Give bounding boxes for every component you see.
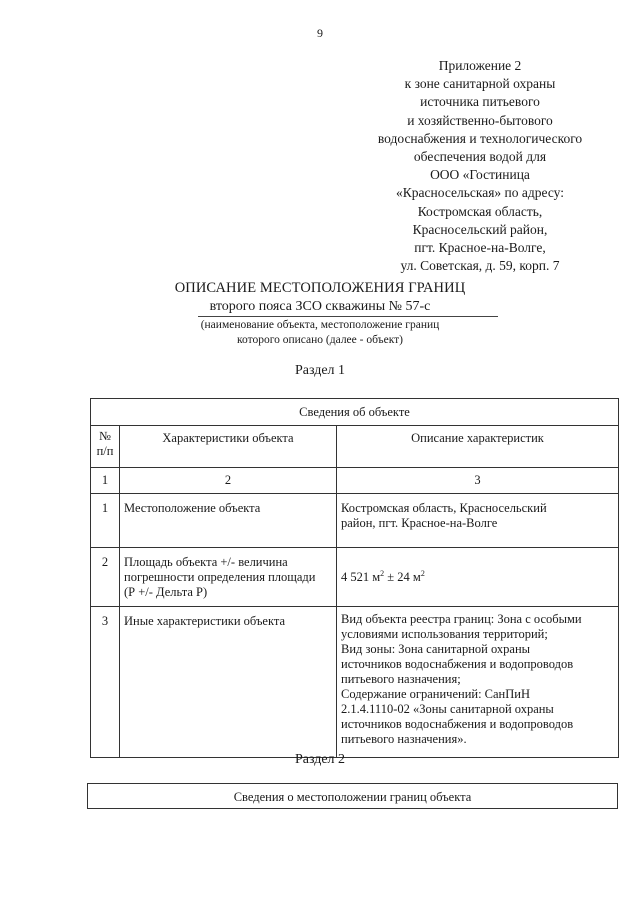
- row-characteristic: [120, 548, 337, 607]
- subtitle-caption: [0, 318, 640, 347]
- page-number: 9: [317, 26, 323, 40]
- document-subtitle: второго пояса ЗСО скважины № 57-с: [209, 299, 431, 314]
- characteristic-line: (Р +/- Дельта Р): [124, 585, 208, 599]
- appendix-line: источника питьевого: [420, 94, 540, 110]
- area-error: ± 24 м: [384, 569, 421, 584]
- column-header-characteristic: Характеристики объекта: [120, 426, 337, 468]
- characteristic-line: Площадь объекта +/- величина: [124, 555, 288, 569]
- table-row: [91, 607, 619, 758]
- section2-heading: Раздел 2: [294, 752, 346, 767]
- table-title: Сведения об объекте: [91, 399, 619, 426]
- description-line: Вид зоны: Зона санитарной охраны: [341, 642, 531, 656]
- description-line: питьевого назначения».: [341, 732, 467, 746]
- description-line: район, пгт. Красное-на-Волге: [341, 516, 498, 530]
- table-row: [91, 494, 619, 548]
- description-line: питьевого назначения;: [341, 672, 461, 686]
- description-line: источников водоснабжения и водопроводов: [341, 717, 574, 731]
- section2-box-title: Сведения о местоположении границ объекта: [87, 783, 618, 809]
- description-line: Вид объекта реестра границ: Зона с особыми: [341, 612, 582, 626]
- column-header-description: Описание характеристик: [337, 426, 619, 468]
- appendix-line: и хозяйственно-бытового: [407, 112, 553, 128]
- area-value: 4 521 м: [341, 569, 381, 584]
- appendix-line: пгт. Красное-на-Волге,: [414, 240, 546, 256]
- row-number: 3: [91, 607, 120, 758]
- description-line: 2.1.4.1110-02 «Зоны санитарной охраны: [341, 702, 554, 716]
- error-unit-power: 2: [420, 568, 425, 578]
- appendix-block: [360, 57, 600, 275]
- description-line: условиями использования территорий;: [341, 627, 548, 641]
- row-characteristic: [120, 494, 337, 548]
- appendix-line: ул. Советская, д. 59, корп. 7: [400, 258, 560, 274]
- row-description: [337, 548, 619, 607]
- row-description: [337, 494, 619, 548]
- column-header-num: № п/п: [91, 426, 120, 468]
- appendix-line: «Красносельская» по адресу:: [396, 185, 564, 201]
- column-index: 1: [91, 468, 120, 494]
- characteristic-line: Местоположение объекта: [124, 501, 261, 515]
- appendix-line: ООО «Гостиница: [430, 167, 530, 183]
- characteristic-line: погрешности определения площади: [124, 570, 316, 584]
- appendix-line: Приложение 2: [438, 58, 522, 73]
- row-characteristic: [120, 607, 337, 758]
- characteristic-line: Иные характеристики объекта: [124, 614, 286, 628]
- appendix-line: обеспечения водой для: [413, 149, 547, 165]
- description-line: Костромская область, Красносельский: [341, 501, 547, 515]
- appendix-line: водоснабжения и технологического: [377, 130, 583, 146]
- area-unit-power: 2: [380, 568, 385, 578]
- appendix-line: к зоне санитарной охраны: [404, 76, 556, 92]
- column-index: 3: [337, 468, 619, 494]
- description-line: источников водоснабжения и водопроводов: [341, 657, 574, 671]
- document-title: ОПИСАНИЕ МЕСТОПОЛОЖЕНИЯ ГРАНИЦ: [174, 280, 466, 296]
- column-index: 2: [120, 468, 337, 494]
- object-info-table: [90, 398, 619, 758]
- section1-heading: Раздел 1: [294, 363, 346, 378]
- row-description: [337, 607, 619, 758]
- row-number: 2: [91, 548, 120, 607]
- caption-line: (наименование объекта, местоположение границ: [200, 319, 440, 331]
- description-line: Содержание ограничений: СанПиН: [341, 687, 530, 701]
- appendix-line: Костромская область,: [417, 203, 543, 219]
- row-number: 1: [91, 494, 120, 548]
- appendix-line: Красносельский район,: [412, 221, 548, 237]
- table-row: [91, 548, 619, 607]
- caption-line: которого описано (далее - объект): [236, 333, 404, 346]
- subtitle-underline: [198, 316, 498, 317]
